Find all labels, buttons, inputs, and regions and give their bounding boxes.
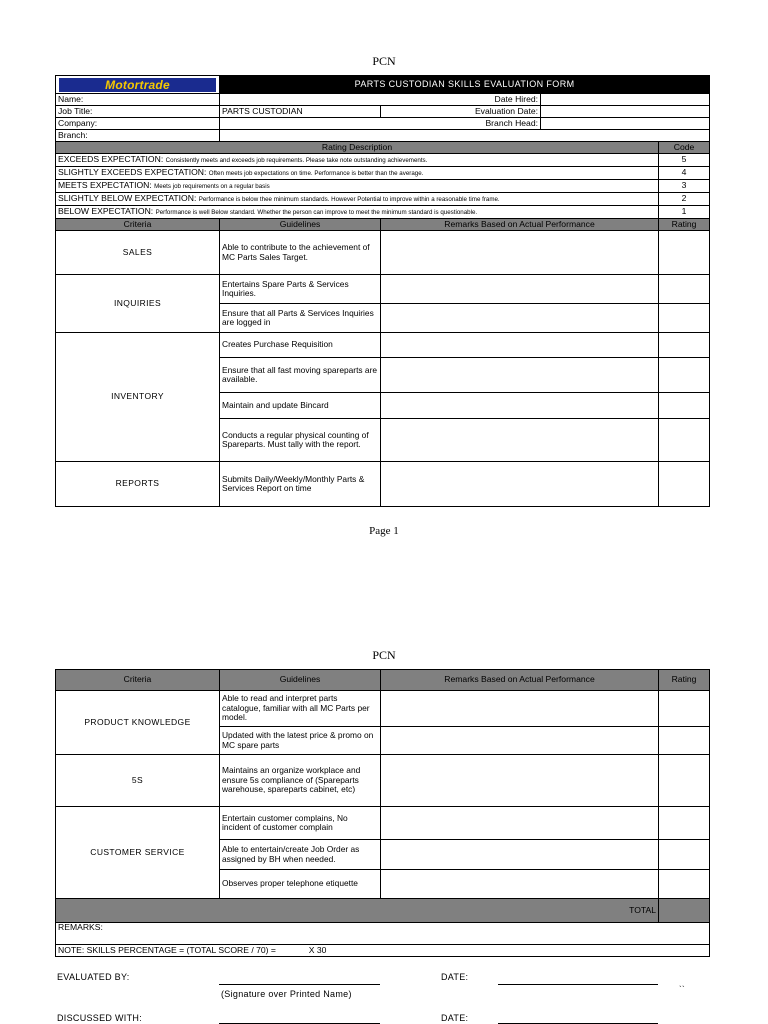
guideline-text: Maintains an organize workplace and ensure 5s compliance of (Spareparts warehouse, spareparts cabinet, etc) — [220, 755, 381, 807]
criteria-reports: REPORTS — [56, 462, 220, 507]
remarks-cell[interactable] — [381, 231, 659, 275]
motortrade-logo: Motortrade — [59, 78, 216, 92]
remarks-cell[interactable] — [381, 807, 659, 840]
guidelines-column-header: Guidelines — [220, 670, 381, 691]
guidelines-column-header: Guidelines — [220, 219, 381, 231]
rating-column-header: Rating — [659, 670, 710, 691]
guideline-text: Conducts a regular physical counting of Spareparts. Must tally with the report. — [220, 419, 381, 462]
rating-cell[interactable] — [659, 358, 710, 393]
rating-cell[interactable] — [659, 419, 710, 462]
guideline-text: Able to read and interpret parts catalogue, familiar with all MC Parts per model. — [220, 691, 381, 727]
evaluated-by-signature-line[interactable] — [219, 984, 380, 985]
remarks-cell[interactable] — [381, 275, 659, 304]
evaluation-date-label: Evaluation Date: — [381, 106, 541, 118]
page-number: Page 1 — [369, 525, 399, 537]
date-hired-label: Date Hired: — [220, 94, 541, 106]
evaluation-form-page1 — [55, 75, 710, 507]
evaluated-by-label: EVALUATED BY: — [57, 972, 130, 982]
rating-description-header: Rating Description — [56, 142, 659, 154]
criteria-inventory: INVENTORY — [56, 333, 220, 462]
guideline-text: Submits Daily/Weekly/Monthly Parts & Services Report on time — [220, 462, 381, 507]
remarks-cell[interactable] — [381, 333, 659, 358]
rating-desc: Consistently meets and exceeds job requirements. Please take note outstanding achievements. — [165, 157, 428, 165]
remarks-cell[interactable] — [381, 304, 659, 333]
stray-mark: `` — [679, 985, 685, 994]
remarks-label: REMARKS: — [56, 923, 710, 945]
rating-cell[interactable] — [659, 727, 710, 755]
code-header: Code — [659, 142, 710, 154]
rating-row — [56, 206, 710, 219]
company-logo — [56, 76, 220, 94]
date-hired-field[interactable] — [541, 94, 710, 106]
job-title-label: Job Title: — [56, 106, 220, 118]
remarks-cell[interactable] — [381, 393, 659, 419]
rating-cell[interactable] — [659, 304, 710, 333]
rating-cell[interactable] — [659, 462, 710, 507]
rating-desc: Performance is below thee minimum standards. However Potential to improve within a reasonable time frame. — [198, 196, 500, 204]
guideline-text: Ensure that all Parts & Services Inquiries are logged in — [220, 304, 381, 333]
rating-code: 1 — [659, 206, 710, 219]
rating-title: EXCEEDS EXPECTATION: — [58, 154, 164, 165]
branch-field[interactable] — [220, 130, 710, 142]
criteria-inquiries: INQUIRIES — [56, 275, 220, 333]
remarks-cell[interactable] — [381, 419, 659, 462]
rating-row — [56, 167, 710, 180]
criteria-column-header: Criteria — [56, 670, 220, 691]
name-label: Name: — [56, 94, 220, 106]
note-multiplier: X 30 — [308, 944, 327, 955]
total-score-cell[interactable] — [659, 899, 710, 923]
rating-code: 5 — [659, 154, 710, 167]
date-label-discussed: DATE: — [441, 1013, 469, 1023]
rating-desc: Performance is well Below standard. Whether the person can improve to meet the minimum standard is questionable. — [155, 209, 478, 217]
date-line-evaluated[interactable] — [498, 984, 658, 985]
branch-label: Branch: — [56, 130, 220, 142]
page2-header: PCN — [372, 648, 396, 662]
date-label-evaluated: DATE: — [441, 972, 469, 982]
evaluation-date-field[interactable] — [541, 106, 710, 118]
remarks-column-header: Remarks Based on Actual Performance — [381, 219, 659, 231]
guideline-text: Able to contribute to the achievement of MC Parts Sales Target. — [220, 231, 381, 275]
rating-code: 2 — [659, 193, 710, 206]
rating-cell[interactable] — [659, 870, 710, 899]
criteria-column-header: Criteria — [56, 219, 220, 231]
rating-title: BELOW EXPECTATION: — [58, 206, 154, 217]
rating-cell[interactable] — [659, 691, 710, 727]
rating-cell[interactable] — [659, 275, 710, 304]
rating-cell[interactable] — [659, 393, 710, 419]
rating-title: SLIGHTLY BELOW EXPECTATION: — [58, 193, 197, 204]
remarks-cell[interactable] — [381, 358, 659, 393]
rating-column-header: Rating — [659, 219, 710, 231]
evaluation-form-page2 — [55, 669, 710, 957]
form-title: PARTS CUSTODIAN SKILLS EVALUATION FORM — [220, 76, 710, 94]
rating-title: SLIGHTLY EXCEEDS EXPECTATION: — [58, 167, 207, 178]
branch-head-field[interactable] — [541, 118, 710, 130]
remarks-cell[interactable] — [381, 840, 659, 870]
branch-head-label: Branch Head: — [220, 118, 541, 130]
rating-desc: Meets job requirements on a regular basis — [154, 183, 270, 191]
guideline-text: Able to entertain/create Job Order as assigned by BH when needed. — [220, 840, 381, 870]
guideline-text: Creates Purchase Requisition — [220, 333, 381, 358]
remarks-cell[interactable] — [381, 691, 659, 727]
criteria-customer-service: CUSTOMER SERVICE — [56, 807, 220, 899]
rating-code: 3 — [659, 180, 710, 193]
remarks-cell[interactable] — [381, 727, 659, 755]
remarks-cell[interactable] — [381, 870, 659, 899]
page1-header: PCN — [372, 54, 396, 68]
job-title-value: PARTS CUSTODIAN — [220, 106, 381, 118]
note-label: NOTE: SKILLS PERCENTAGE = (TOTAL SCORE / 70) = — [58, 944, 276, 955]
rating-row — [56, 180, 710, 193]
guideline-text: Ensure that all fast moving spareparts are available. — [220, 358, 381, 393]
guideline-text: Observes proper telephone etiquette — [220, 870, 381, 899]
guideline-text: Updated with the latest price & promo on MC spare parts — [220, 727, 381, 755]
rating-desc: Often meets job expectations on time. Performance is better than the average. — [208, 170, 424, 178]
remarks-column-header: Remarks Based on Actual Performance — [381, 670, 659, 691]
rating-cell[interactable] — [659, 840, 710, 870]
guideline-text: Entertain customer complains, No incident of customer complain — [220, 807, 381, 840]
rating-code: 4 — [659, 167, 710, 180]
guideline-text: Entertains Spare Parts & Services Inquiries. — [220, 275, 381, 304]
rating-title: MEETS EXPECTATION: — [58, 180, 152, 191]
criteria-5s: 5S — [56, 755, 220, 807]
guideline-text: Maintain and update Bincard — [220, 393, 381, 419]
rating-cell[interactable] — [659, 755, 710, 807]
rating-cell[interactable] — [659, 333, 710, 358]
signature-caption: (Signature over Printed Name) — [221, 989, 352, 999]
remarks-cell[interactable] — [381, 462, 659, 507]
criteria-sales: SALES — [56, 231, 220, 275]
rating-row — [56, 193, 710, 206]
total-label: TOTAL — [56, 899, 659, 923]
rating-cell[interactable] — [659, 231, 710, 275]
rating-row — [56, 154, 710, 167]
skills-percentage-note — [56, 945, 710, 957]
remarks-cell[interactable] — [381, 755, 659, 807]
rating-cell[interactable] — [659, 807, 710, 840]
company-label: Company: — [56, 118, 220, 130]
criteria-product-knowledge: PRODUCT KNOWLEDGE — [56, 691, 220, 755]
discussed-with-label: DISCUSSED WITH: — [57, 1013, 143, 1023]
